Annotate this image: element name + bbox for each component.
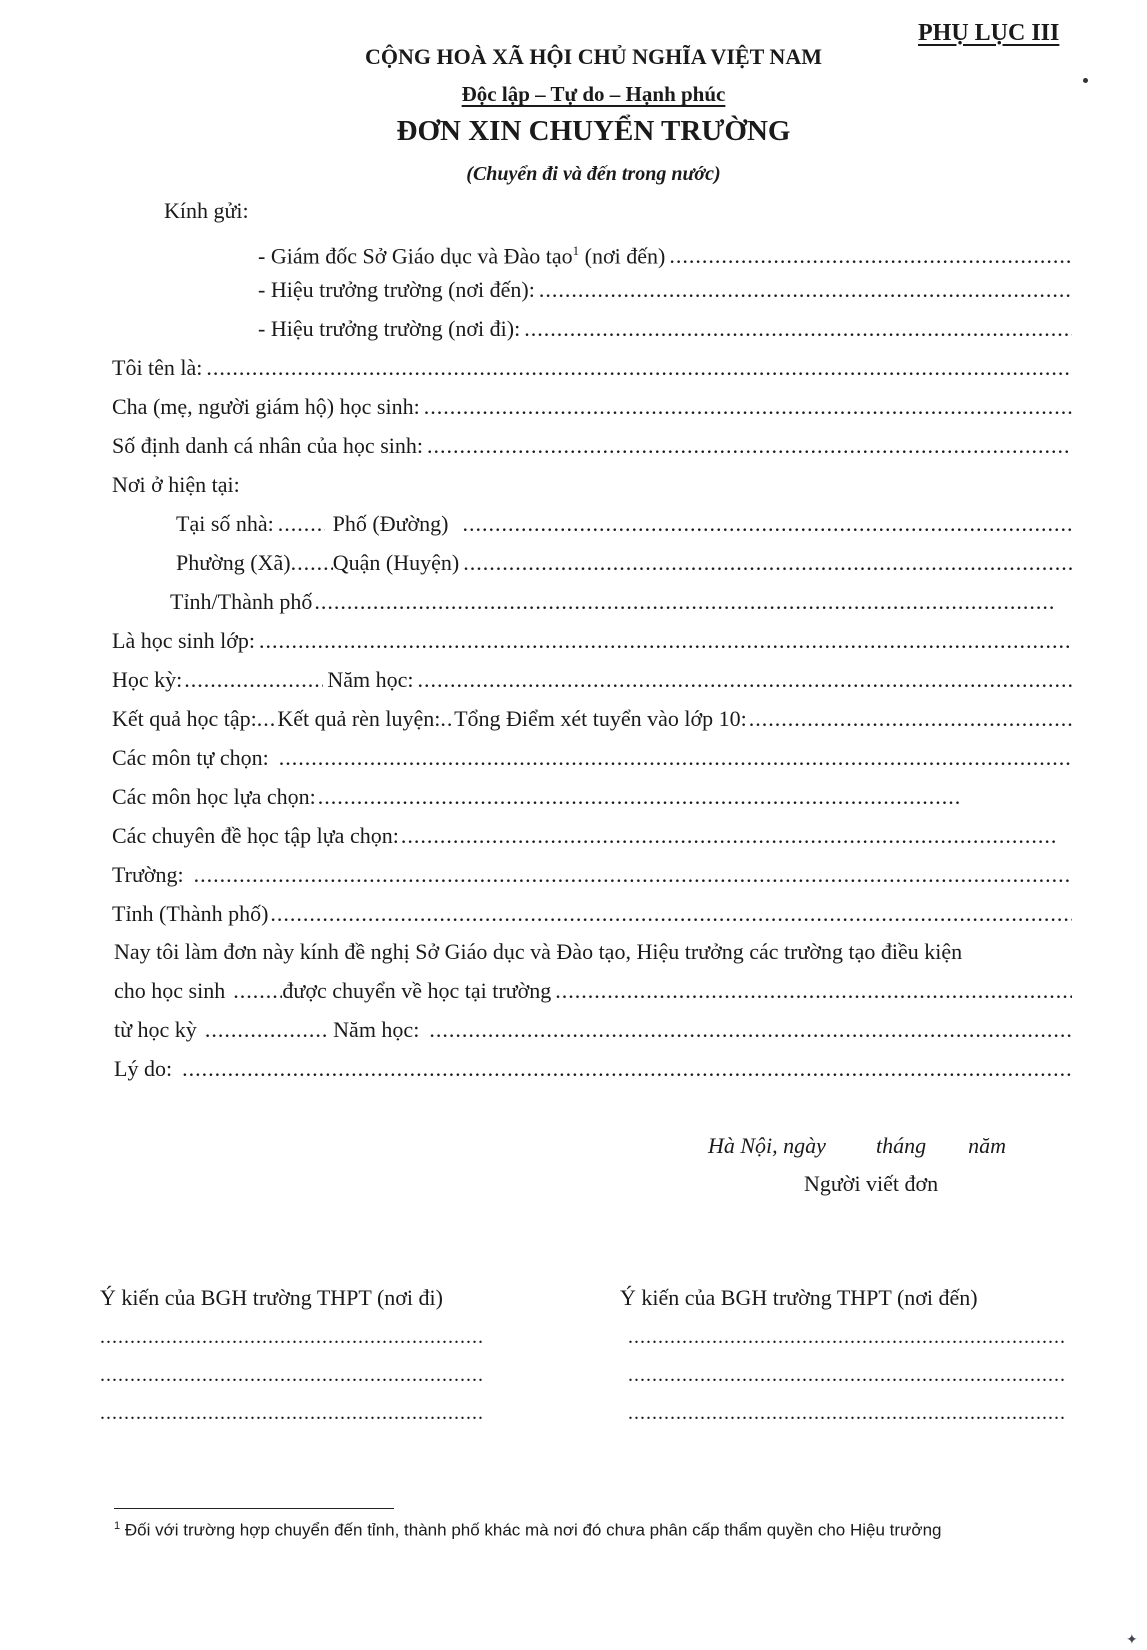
- name-label: Tôi tên là:: [112, 355, 203, 380]
- footnote-text: Đối với trường hợp chuyển đến tỉnh, thành phố khác mà nơi đó chưa phân cấp thẩm quyền cho Hiệu trưởng: [124, 1520, 942, 1540]
- appendix-label: PHỤ LỤC III: [918, 20, 1060, 46]
- conduct-result-label: Kết quả rèn luyện:: [277, 706, 441, 731]
- form-title: ĐƠN XIN CHUYỂN TRƯỜNG: [396, 115, 791, 147]
- house-no-field[interactable]: [278, 509, 325, 539]
- place-date-day: Hà Nội, ngày: [708, 1133, 826, 1158]
- from-semester-field[interactable]: [205, 1015, 327, 1045]
- request-transfer-school-field[interactable]: [555, 976, 1072, 1006]
- opinion-to-line-1[interactable]: [628, 1326, 1064, 1352]
- street-label: Phố (Đường): [332, 511, 449, 536]
- request-student-label: cho học sinh: [114, 978, 226, 1003]
- footnote: [114, 1520, 942, 1541]
- ward-label: Phường (Xã): [176, 550, 291, 575]
- opinion-from-line-3[interactable]: [100, 1402, 484, 1428]
- school-field[interactable]: [194, 860, 1072, 890]
- request-line-2: [114, 976, 1072, 1006]
- request-transfer-label: được chuyển về học tại trường: [282, 978, 552, 1003]
- recipient-principal-from: [258, 314, 1072, 344]
- opinion-to-line-3[interactable]: [628, 1402, 1064, 1428]
- province-field[interactable]: [314, 587, 1054, 617]
- student-id-row: [112, 431, 1072, 461]
- grade-field[interactable]: [259, 626, 1072, 656]
- parent-row: [112, 392, 1072, 422]
- residence-row: [112, 470, 1072, 500]
- house-no-label: Tại số nhà:: [176, 511, 274, 536]
- from-semester-label: từ học kỳ: [114, 1017, 197, 1042]
- place-date: [708, 1133, 1006, 1159]
- motto: Độc lập – Tự do – Hạnh phúc: [461, 82, 726, 106]
- study-result-field[interactable]: [257, 704, 278, 734]
- parent-label: Cha (mẹ, người giám hộ) học sinh:: [112, 394, 420, 419]
- recipient-principal-to: [258, 275, 1072, 305]
- recipient-principal-from-field[interactable]: [524, 314, 1072, 344]
- country-name: CỘNG HOÀ XÃ HỘI CHỦ NGHĨA VIỆT NAM: [365, 44, 822, 69]
- request-line-3: [114, 1015, 1072, 1045]
- province2-label: Tỉnh (Thành phố): [112, 901, 269, 926]
- district-label: Quận (Huyện): [332, 550, 460, 575]
- province2-field[interactable]: [270, 899, 1072, 929]
- district-field[interactable]: [463, 548, 1072, 578]
- opinion-from-line-1[interactable]: [100, 1326, 484, 1352]
- reason-row: [114, 1054, 1072, 1084]
- form-subtitle: (Chuyển đi và đến trong nước): [466, 163, 721, 185]
- province-label: Tỉnh/Thành phố: [170, 589, 313, 614]
- conduct-result-field[interactable]: [440, 704, 454, 734]
- school-label: Trường:: [112, 862, 184, 887]
- reason-field[interactable]: [182, 1054, 1072, 1084]
- opinion-to-line-2[interactable]: [628, 1364, 1064, 1390]
- corner-mark: ✦: [1126, 1633, 1138, 1648]
- address-row-3: [170, 587, 1054, 617]
- recipient-director-label: - Giám đốc Sở Giáo dục và Đào tạo$^1$ (nơi đến): [258, 243, 666, 269]
- opinion-to-school-label: Ý kiến của BGH trường THPT (nơi đến): [620, 1285, 978, 1310]
- residence-label: Nơi ở hiện tại:: [112, 472, 240, 497]
- ward-field[interactable]: [291, 548, 333, 578]
- school-year-label: Năm học:: [327, 667, 414, 692]
- total-score-field[interactable]: [749, 704, 1072, 734]
- electives-row: [112, 743, 1072, 773]
- street-field[interactable]: [463, 509, 1073, 539]
- name-row: [112, 353, 1072, 383]
- results-row: [112, 704, 1072, 734]
- recipient-principal-to-label: - Hiệu trưởng trường (nơi đến):: [258, 277, 535, 302]
- province2-row: [112, 899, 1072, 929]
- chosen-topics-field[interactable]: [401, 821, 1058, 851]
- opinion-from-school-label: Ý kiến của BGH trường THPT (nơi đi): [100, 1285, 443, 1310]
- chosen-subjects-row: [112, 782, 962, 812]
- semester-field[interactable]: [184, 665, 323, 695]
- reason-label: Lý do:: [114, 1056, 173, 1081]
- request-student-field[interactable]: [233, 976, 282, 1006]
- chosen-subjects-field[interactable]: [318, 782, 962, 812]
- grade-label: Là học sinh lớp:: [112, 628, 255, 653]
- request-school-year-field[interactable]: [429, 1015, 1072, 1045]
- semester-label: Học kỳ:: [112, 667, 183, 692]
- signer-label: Người viết đơn: [804, 1171, 939, 1196]
- student-id-label: Số định danh cá nhân của học sinh:: [112, 433, 423, 458]
- request-line-1: Nay tôi làm đơn này kính đề nghị Sở Giáo dục và Đào tạo, Hiệu trưởng các trường tạo điều kiện: [114, 939, 963, 964]
- footnote-mark: 1: [114, 1520, 121, 1532]
- recipient-principal-from-label: - Hiệu trưởng trường (nơi đi):: [258, 316, 521, 341]
- name-field[interactable]: [206, 353, 1072, 383]
- recipient-principal-to-field[interactable]: [539, 275, 1072, 305]
- footnote-divider: [114, 1508, 394, 1509]
- place-date-month: tháng: [875, 1133, 927, 1158]
- grade-row: [112, 626, 1072, 656]
- address-row-1: [176, 509, 1072, 539]
- student-id-field[interactable]: [427, 431, 1072, 461]
- address-row-2: [176, 548, 1072, 578]
- semester-row: [112, 665, 1072, 695]
- chosen-subjects-label: Các môn học lựa chọn:: [112, 784, 316, 809]
- recipient-director: [258, 236, 1072, 271]
- chosen-topics-label: Các chuyên đề học tập lựa chọn:: [112, 823, 399, 848]
- total-score-label: Tổng Điểm xét tuyển vào lớp 10:: [454, 706, 747, 731]
- electives-field[interactable]: [279, 743, 1072, 773]
- school-year-field[interactable]: [418, 665, 1073, 695]
- school-row: [112, 860, 1072, 890]
- study-result-label: Kết quả học tập:: [112, 706, 257, 731]
- parent-field[interactable]: [424, 392, 1072, 422]
- place-date-year: năm: [968, 1133, 1006, 1158]
- opinion-from-line-2[interactable]: [100, 1364, 484, 1390]
- salutation: Kính gửi:: [164, 198, 249, 223]
- chosen-topics-row: [112, 821, 1058, 851]
- recipient-director-field[interactable]: [669, 241, 1072, 271]
- electives-label: Các môn tự chọn:: [112, 745, 269, 770]
- request-school-year-label: Năm học:: [333, 1017, 420, 1042]
